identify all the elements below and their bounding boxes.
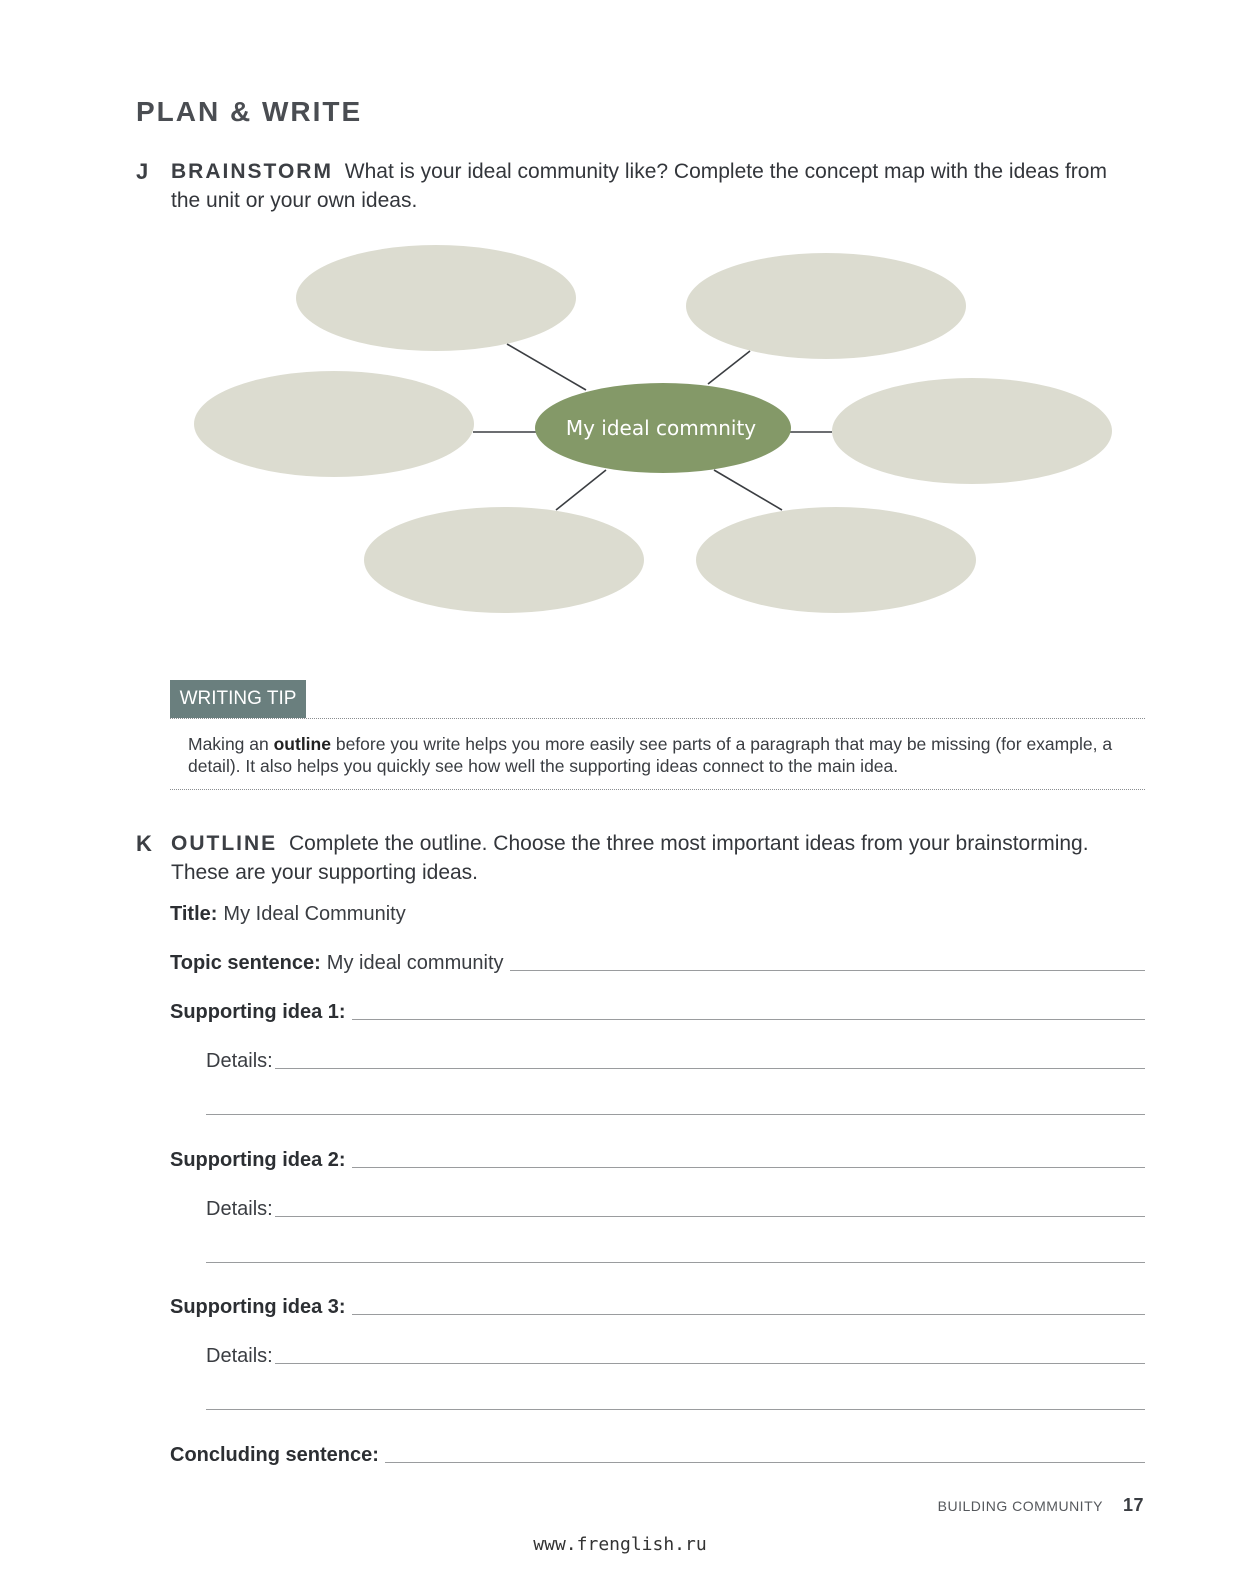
idea-bubble-bottom-right[interactable] — [696, 507, 976, 613]
topic-sentence-value: My ideal community — [326, 952, 504, 974]
tip-bottom-rule — [170, 789, 1145, 790]
center-node-label: My ideal commnity — [565, 416, 757, 440]
topic-sentence-label: Topic sentence: — [170, 952, 321, 974]
idea-bubble-bottom-left[interactable] — [364, 507, 644, 613]
details-1-label: Details: — [206, 1050, 273, 1072]
supporting-idea-1-row — [170, 996, 1145, 1024]
exercise-k-letter: K — [136, 831, 152, 856]
exercise-j-text: What is your ideal community like? Complete the concept map with the ideas from the unit or your own ideas. — [171, 160, 1107, 212]
connector-line — [507, 344, 586, 390]
writing-tip-text — [188, 733, 1138, 777]
tip-text-before: Making an — [188, 734, 274, 754]
connector-line — [708, 351, 750, 384]
supporting-idea-1-label: Supporting idea 1: — [170, 1001, 346, 1023]
concluding-sentence-label: Concluding sentence: — [170, 1444, 379, 1466]
supporting-idea-3-row — [170, 1291, 1145, 1319]
details-3-extra-line[interactable] — [206, 1409, 1145, 1410]
supporting-idea-1-line[interactable] — [352, 1019, 1145, 1020]
tip-text-after: before you write helps you more easily see parts of a paragraph that may be missing (for example, a detail). It also helps you quickly see how well the supporting ideas connect to the main idea. — [188, 734, 1113, 776]
exercise-k-instruction — [171, 829, 1131, 887]
idea-bubble-top-left[interactable] — [296, 245, 576, 351]
section-title: PLAN & WRITE — [136, 96, 363, 127]
supporting-idea-2-line[interactable] — [352, 1167, 1145, 1168]
connector-line — [714, 470, 782, 510]
details-2-extra-line[interactable] — [206, 1262, 1145, 1263]
details-2-line[interactable] — [275, 1216, 1145, 1217]
exercise-j-keyword: BRAINSTORM — [171, 160, 333, 183]
concept-map — [0, 0, 1240, 660]
exercise-k-keyword: OUTLINE — [171, 832, 278, 855]
tip-keyword: outline — [273, 734, 331, 754]
details-1-extra-line[interactable] — [206, 1114, 1145, 1115]
footer-unit-title: BUILDING COMMUNITY — [937, 1498, 1103, 1514]
title-label: Title: — [170, 903, 218, 925]
idea-bubble-middle-right[interactable] — [832, 378, 1112, 484]
topic-sentence-row — [170, 947, 1145, 975]
concluding-sentence-line[interactable] — [385, 1462, 1145, 1463]
exercise-j-letter: J — [136, 159, 149, 184]
supporting-idea-2-label: Supporting idea 2: — [170, 1149, 346, 1171]
details-2-label: Details: — [206, 1198, 273, 1220]
tip-top-rule — [170, 718, 1145, 719]
details-1-row — [206, 1045, 1145, 1073]
supporting-idea-3-line[interactable] — [352, 1314, 1145, 1315]
connector-line — [556, 470, 606, 510]
watermark: www.frenglish.ru — [533, 1534, 707, 1555]
topic-sentence-line[interactable] — [510, 970, 1146, 971]
writing-tip-badge: WRITING TIP — [170, 680, 306, 718]
supporting-idea-3-label: Supporting idea 3: — [170, 1296, 346, 1318]
page-footer — [938, 1495, 1144, 1516]
exercise-k-text: Complete the outline. Choose the three most important ideas from your brainstorming. These are your supporting ideas. — [171, 832, 1089, 884]
details-3-line[interactable] — [275, 1363, 1145, 1364]
idea-bubble-middle-left[interactable] — [194, 371, 474, 477]
title-row — [170, 898, 1145, 926]
details-3-label: Details: — [206, 1345, 273, 1367]
details-3-row — [206, 1340, 1145, 1368]
idea-bubble-top-right[interactable] — [686, 253, 966, 359]
page-number: 17 — [1122, 1495, 1144, 1515]
details-2-row — [206, 1193, 1145, 1221]
supporting-idea-2-row — [170, 1144, 1145, 1172]
details-1-line[interactable] — [275, 1068, 1145, 1069]
concluding-sentence-row — [170, 1439, 1145, 1467]
title-value: My Ideal Community — [223, 903, 406, 925]
